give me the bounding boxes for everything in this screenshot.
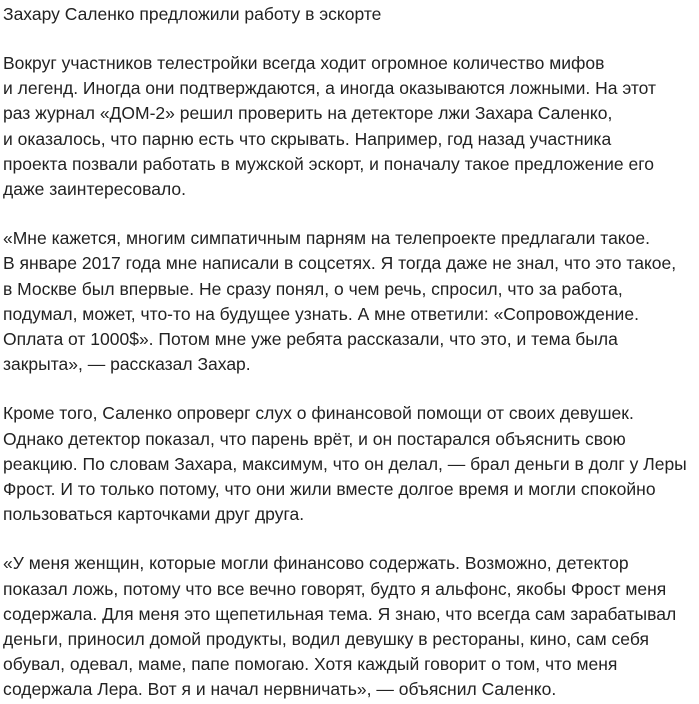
paragraph-line: обувал, одевал, маме, папе помогаю. Хотя каждый говорит о том, что меня xyxy=(3,654,618,675)
paragraph-line: показал ложь, потому что все вечно говорят, будто я альфонс, якобы Фрост меня xyxy=(3,578,667,599)
article-paragraph-1 xyxy=(3,51,699,202)
paragraph-line: проекта позвали работать в мужской эскорт, и поначалу такое предложение его xyxy=(3,153,654,174)
paragraph-line: реакцию. По словам Захара, максимум, что он делал, — брал деньги в долг у Леры xyxy=(3,453,687,474)
paragraph-line: «У меня женщин, которые могли финансово содержать. Возможно, детектор xyxy=(3,553,629,574)
paragraph-line: Вокруг участников телестройки всегда ходит огромное количество мифов xyxy=(3,53,605,73)
paragraph-line: Фрост. И то только потому, что они жили вместе долгое время и могли спокойно xyxy=(3,479,656,500)
paragraph-line: Однако детектор показал, что парень врёт, и он постарался объяснить свою xyxy=(3,428,626,449)
paragraph-line: даже заинтересовало. xyxy=(3,179,186,200)
paragraph-line: В январе 2017 года мне написали в соцсетях. Я тогда даже не знал, что это такое, xyxy=(3,253,677,274)
paragraph-line: Оплата от 1000$». Потом мне уже ребята рассказали, что это, и тема была xyxy=(3,329,618,350)
paragraph-line: и легенд. Иногда они подтверждаются, а иногда оказываются ложными. На этот xyxy=(3,78,657,99)
paragraph-line: содержала Лера. Вот я и начал нервничать», — объяснил Саленко. xyxy=(3,679,557,700)
paragraph-line: в Москве был впервые. Не сразу понял, о чем речь, спросил, что за работа, xyxy=(3,278,623,299)
paragraph-line: содержала. Для меня это щепетильная тема. Я знаю, что всегда сам зарабатывал xyxy=(3,603,677,624)
article-paragraph-4-quote xyxy=(3,551,699,702)
article-title: Захару Саленко предложили работу в эскорте xyxy=(3,4,382,24)
paragraph-line: и оказалось, что парню есть что скрывать. Например, год назад участника xyxy=(3,128,612,149)
paragraph-line: «Мне кажется, многим симпатичным парням на телепроекте предлагали такое. xyxy=(3,228,650,249)
paragraph-line: Кроме того, Саленко опроверг слух о финансовой помощи от своих девушек. xyxy=(3,403,634,424)
paragraph-line: закрыта», — рассказал Захар. xyxy=(3,354,251,375)
paragraph-line: деньги, приносил домой продукты, водил девушку в рестораны, кино, сам себя xyxy=(3,629,649,650)
paragraph-line: подумал, может, что-то на будущее узнать. А мне ответили: «Сопровождение. xyxy=(3,303,639,324)
paragraph-line: пользоваться карточками друг друга. xyxy=(3,504,305,525)
paragraph-line: раз журнал «ДОМ-2» решил проверить на детекторе лжи Захара Саленко, xyxy=(3,103,613,124)
article-paragraph-2-quote xyxy=(3,226,699,377)
article-paragraph-3 xyxy=(3,401,699,527)
